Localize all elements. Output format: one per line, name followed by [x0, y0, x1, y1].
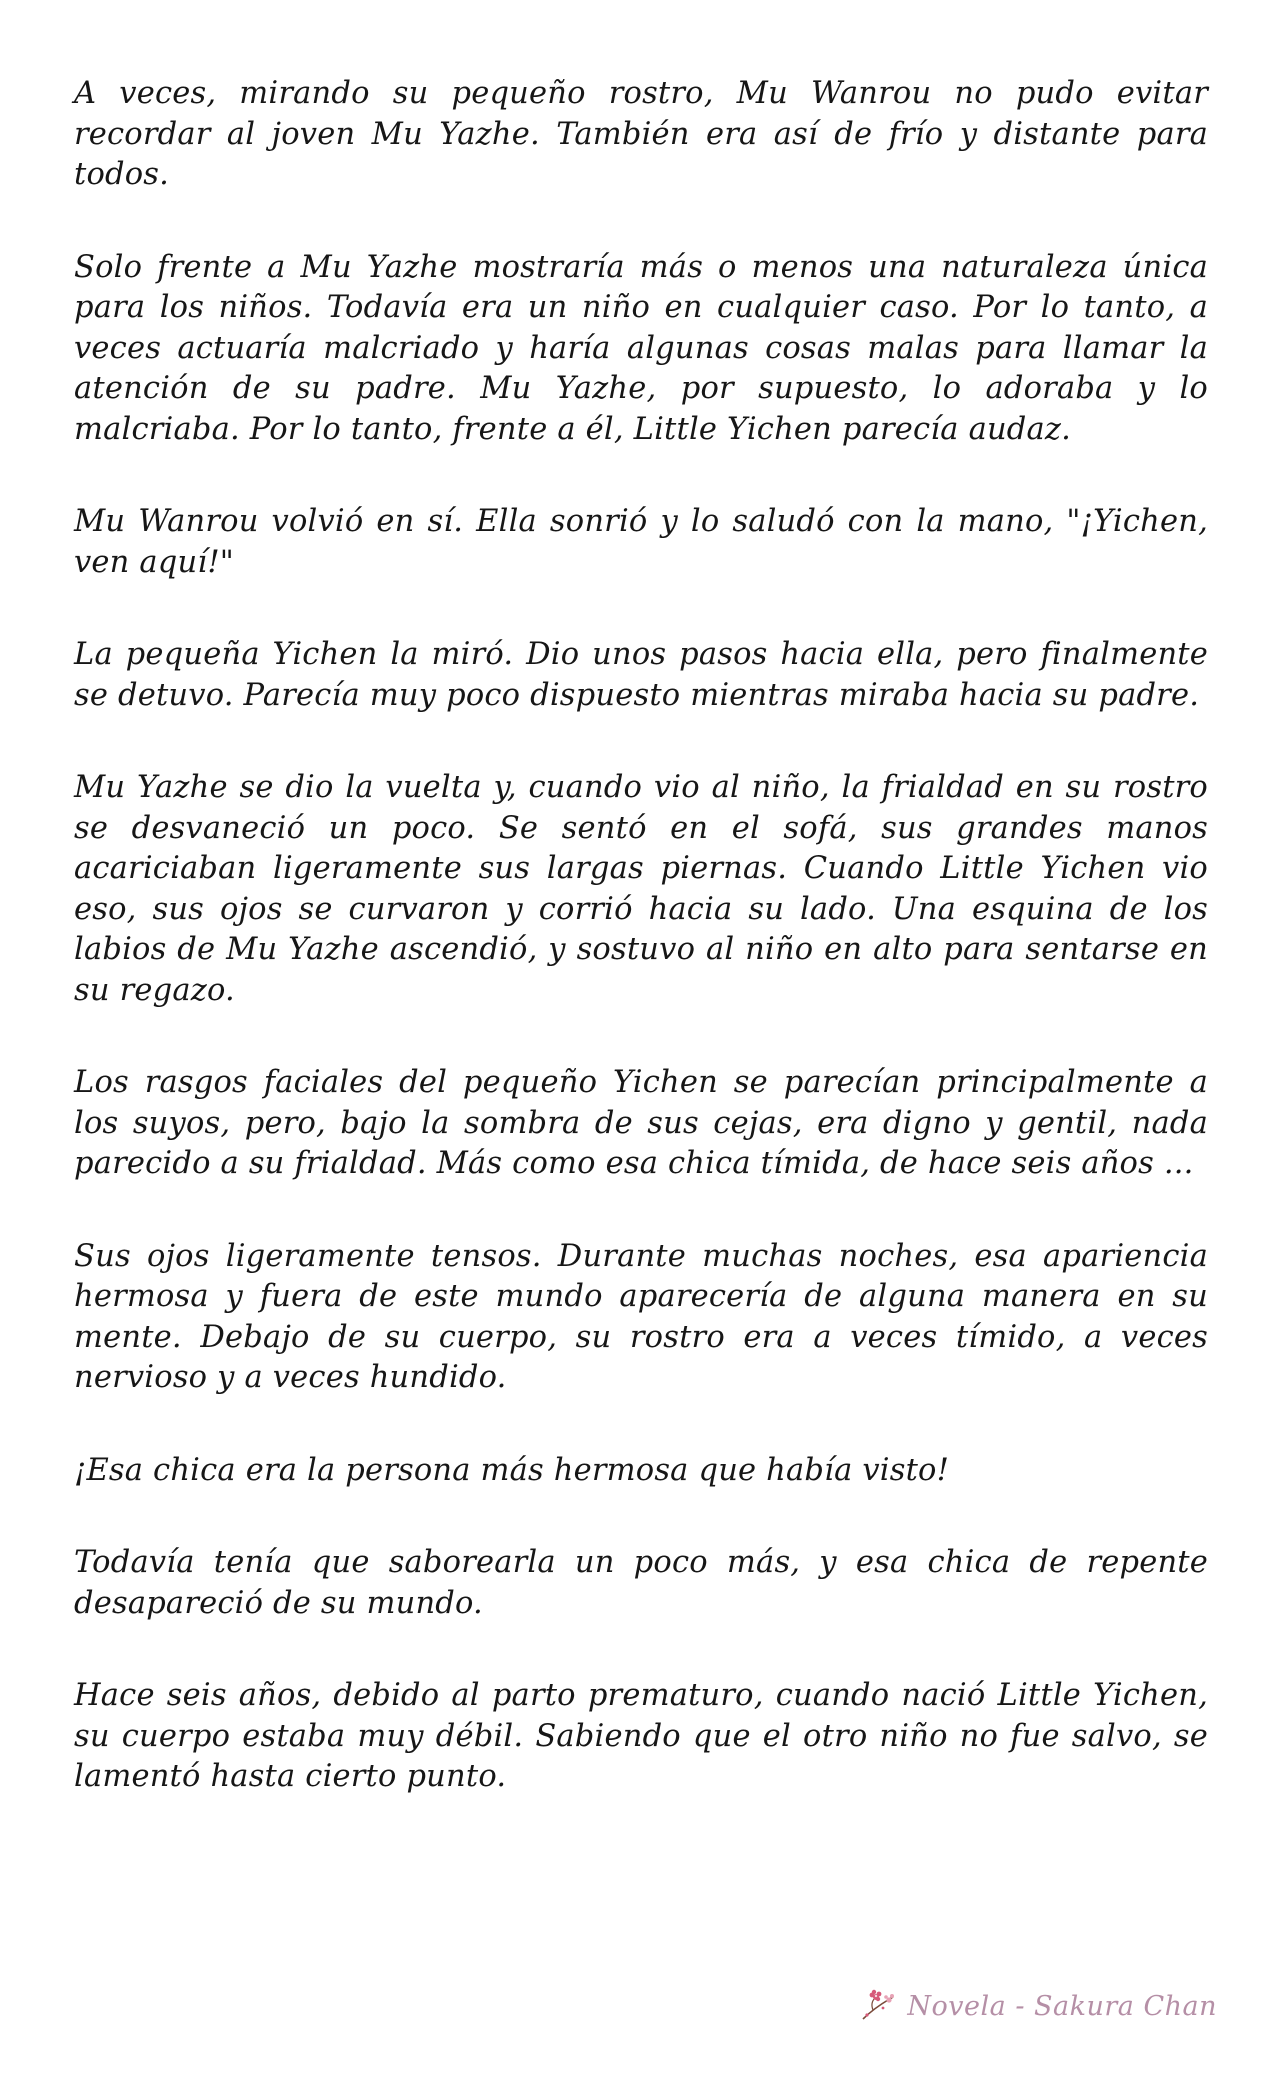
paragraph: Solo frente a Mu Yazhe mostraría más o menos una naturaleza única para los niños. Todavía era un niño en cualquier caso. Por lo tanto, a veces actuaría malcriado y haría algunas cosas malas para llamar la atención de su padre. Mu Yazhe, por supuesto, lo adoraba y lo malcriaba. Por lo tanto, frente a él, Little Yichen parecía audaz.: [74, 249, 1208, 447]
paragraph: Todavía tenía que saborearla un poco más, y esa chica de repente desapareció de su mundo.: [74, 1545, 1208, 1621]
sakura-branch-icon: [859, 1989, 897, 2023]
paragraph: La pequeña Yichen la miró. Dio unos pasos hacia ella, pero finalmente se detuvo. Parecía muy poco dispuesto mientras miraba hacia su padre.: [74, 637, 1208, 713]
paragraph: Mu Yazhe se dio la vuelta y, cuando vio al niño, la frialdad en su rostro se desvaneció un poco. Se sentó en el sofá, sus grandes manos acariciaban ligeramente sus largas piernas. Cuando Little Yichen vio eso, sus ojos se curvaron y corrió hacia su lado. Una esquina de los labios de Mu Yazhe ascendió, y sostuvo al niño en alto para sentarse en su regazo.: [74, 770, 1208, 1008]
text-body: [74, 74, 1208, 1850]
paragraph: Hace seis años, debido al parto prematuro, cuando nació Little Yichen, su cuerpo estaba muy débil. Sabiendo que el otro niño no fue salvo, se lamentó hasta cierto punto.: [74, 1678, 1208, 1794]
paragraph: Mu Wanrou volvió en sí. Ella sonrió y lo saludó con la mano, "¡Yichen, ven aquí!": [74, 504, 1208, 580]
paragraph: Sus ojos ligeramente tensos. Durante muchas noches, esa apariencia hermosa y fuera de este mundo aparecería de alguna manera en su mente. Debajo de su cuerpo, su rostro era a veces tímido, a veces nervioso y a veces hundido.: [74, 1238, 1208, 1395]
watermark: [859, 1986, 1217, 2026]
paragraph: ¡Esa chica era la persona más hermosa que había visto!: [74, 1452, 950, 1488]
paragraph: Los rasgos faciales del pequeño Yichen se parecían principalmente a los suyos, pero, bajo la sombra de sus cejas, era digno y gentil, nada parecido a su frialdad. Más como esa chica tímida, de hace seis años ...: [74, 1065, 1208, 1181]
paragraph: A veces, mirando su pequeño rostro, Mu Wanrou no pudo evitar recordar al joven Mu Yazhe. También era así de frío y distante para todos.: [74, 76, 1208, 192]
watermark-text: Novela - Sakura Chan: [907, 1990, 1217, 2022]
